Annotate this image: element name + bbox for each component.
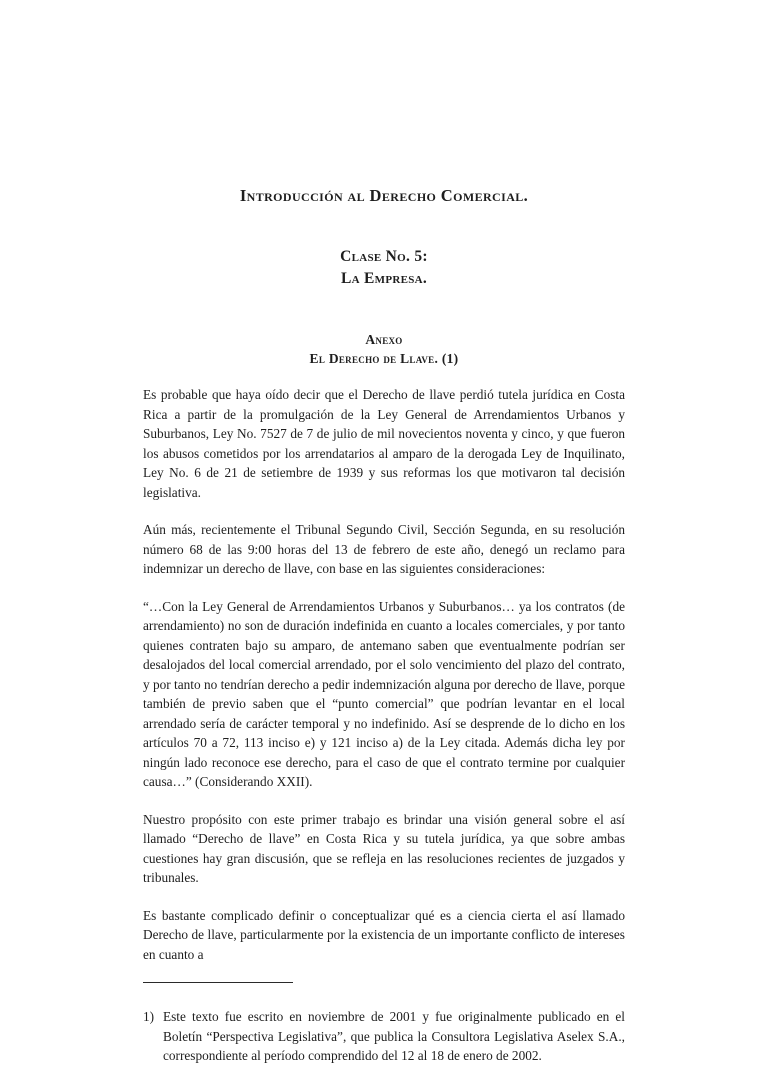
paragraph-3-quote: “…Con la Ley General de Arrendamientos Urbanos y Suburbanos… ya los contratos (de arrendamiento) no son de duración indefinida en cuanto a locales comerciales, y por tanto quienes contraten bajo su amparo, de antemano saben que eventualmente podrían ser desalojados del local comercial arrendado, por el solo vencimiento del plazo del contrato, y por tanto no tendrían derecho a pedir indemnización alguna por derecho de llave, porque también de previo saben que el “punto comercial” que podrían levantar en el local arrendado sería de carácter temporal y no indefinido. Así se desprende de lo dicho en los artículos 70 a 72, 113 inciso e) y 121 inciso a) de la Ley citada. Además dicha ley por ningún lado reconoce ese derecho, para el caso de que el contrato termine por cualquier causa…” (Considerando XXII). — [143, 598, 625, 789]
paragraph-4: Nuestro propósito con este primer trabajo es brindar una visión general sobre el así llamado “Derecho de llave” en Costa Rica y su tutela jurídica, ya que sobre ambas cuestiones hay gran discusión, que se refleja en las resoluciones recientes de juzgados y tribunales. — [143, 811, 625, 885]
footnote-area — [143, 982, 625, 1066]
document-title: Introducción al Derecho Comercial. — [239, 186, 529, 205]
paragraph-2: Aún más, recientemente el Tribunal Segundo Civil, Sección Segunda, en su resolución número 68 de las 9:00 horas del 13 de febrero de este año, denegó un reclamo para indemnizar un derecho de llave, con base en las siguientes consideraciones: — [143, 522, 625, 576]
paragraph-1: Es probable que haya oído decir que el Derecho de llave perdió tutela jurídica en Costa Rica a partir de la promulgación de la Ley General de Arrendamientos Urbanos y Suburbanos, Ley No. 7527 de 7 de julio de mil novecientos noventa y cinco, y que fueron los abusos cometidos por los arrendatarios al amparo de la derogada Ley de Inquilinato, Ley No. 6 de 21 de setiembre de 1939 y sus reformas los que motivaron tal decisión legislativa. — [143, 387, 625, 500]
document-body — [143, 385, 625, 964]
footnote-separator — [143, 982, 293, 983]
footnote-text: Este texto fue escrito en noviembre de 2001 y fue originalmente publicado en el Boletín “Perspectiva Legislativa”, que publica la Consultora Legislativa Aselex S.A., correspondiente al período comprendido del 12 al 18 de enero de 2002. — [163, 1009, 625, 1063]
class-topic-line: La Empresa. — [340, 270, 428, 287]
paragraph-5: Es bastante complicado definir o conceptualizar qué es a ciencia cierta el así llamado Derecho de llave, particularmente por la existencia de un importante conflicto de intereses en cuanto a — [143, 907, 625, 962]
class-heading — [143, 246, 625, 290]
annex-subtitle: El Derecho de Llave. (1) — [309, 351, 459, 366]
footnote — [143, 1007, 625, 1066]
footnote-marker: 1) — [143, 1009, 155, 1024]
annex-title: Anexo — [365, 332, 403, 347]
annex-heading — [143, 330, 625, 368]
class-number-line: Clase No. 5: — [340, 248, 428, 265]
